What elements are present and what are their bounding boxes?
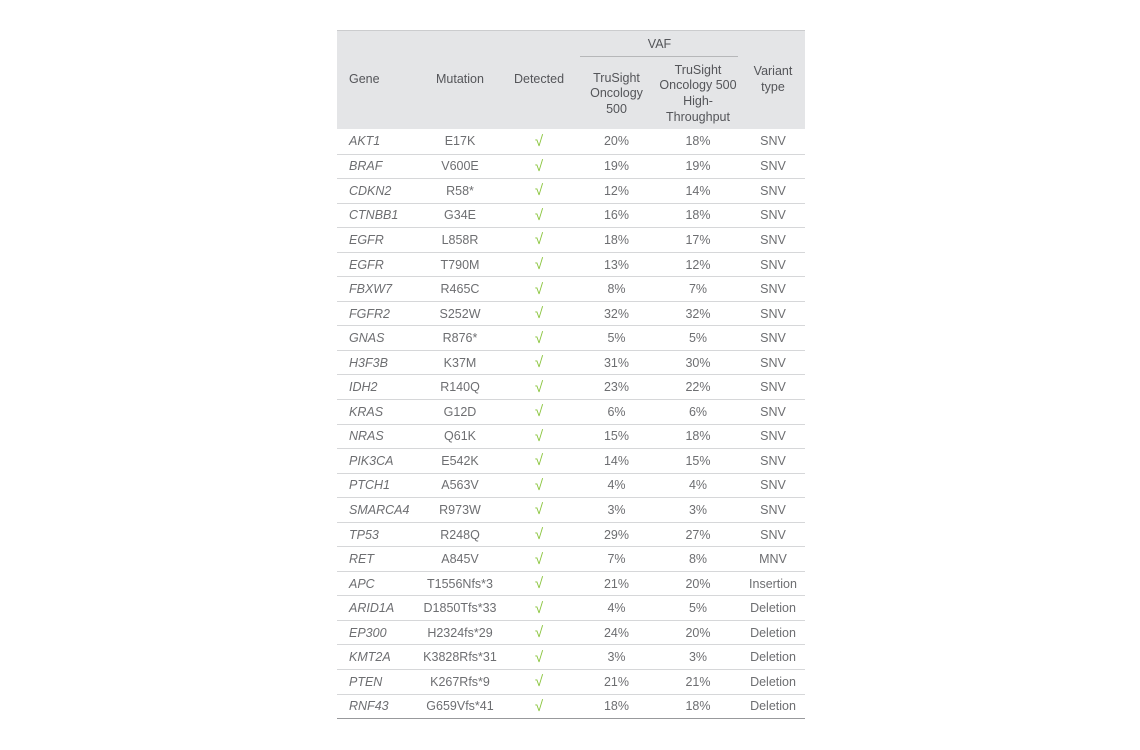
mutation-cell: H2324fs*29 [427,625,493,640]
gene-cell: IDH2 [349,380,378,395]
table-row [337,694,805,719]
vaf-tso500-cell: 32% [603,306,630,321]
vaf-tso500-cell: 3% [607,650,626,665]
vaf-tso500-ht-cell: 32% [685,306,711,321]
mutation-vaf-table [337,30,805,719]
detected-cell [500,601,578,616]
detected-cell [500,208,578,223]
table-row [337,227,805,252]
vaf-tso500-ht-cell: 21% [685,674,711,689]
header-detected: Detected [513,72,565,87]
variant-type-cell: SNV [760,208,786,223]
check-icon: √ [534,280,544,298]
mutation-cell: R248Q [440,527,480,542]
variant-type-cell: Insertion [749,576,797,591]
mutation-cell: D1850Tfs*33 [423,601,497,616]
detected-cell [500,306,578,321]
vaf-tso500-cell: 19% [603,159,630,174]
variant-type-cell: SNV [760,527,786,542]
detected-cell [500,282,578,297]
gene-cell: GNAS [349,331,385,346]
check-icon: √ [534,550,544,568]
detected-cell [500,650,578,665]
vaf-tso500-cell: 18% [603,699,630,714]
variant-type-cell: SNV [760,429,786,444]
detected-cell [500,429,578,444]
vaf-tso500-cell: 8% [607,282,626,297]
variant-type-cell: SNV [760,183,786,198]
detected-cell [500,183,578,198]
vaf-tso500-cell: 24% [603,625,630,640]
gene-cell: CTNBB1 [349,208,399,223]
variant-type-cell: SNV [760,380,786,395]
header-vaf-group [578,31,741,59]
vaf-tso500-cell: 4% [607,601,626,616]
vaf-tso500-cell: 18% [603,232,630,247]
variant-type-cell: SNV [760,404,786,419]
vaf-tso500-cell: 21% [603,576,630,591]
check-icon: √ [534,452,544,470]
vaf-tso500-ht-cell: 8% [688,552,708,567]
mutation-cell: R58* [446,183,474,198]
vaf-tso500-cell: 3% [607,502,626,517]
vaf-tso500-cell: 4% [607,478,626,493]
variant-type-cell: Deletion [750,601,796,616]
check-icon: √ [534,575,544,593]
gene-cell: EP300 [349,625,387,640]
gene-cell: PTCH1 [349,478,390,493]
vaf-tso500-cell: 16% [603,208,630,223]
gene-cell: APC [349,576,375,591]
table-row [337,424,805,449]
vaf-tso500-cell: 31% [603,355,630,370]
mutation-cell: E542K [441,453,479,468]
header-vaf-label: VAF [647,37,672,52]
mutation-cell: K3828Rfs*31 [423,650,497,665]
table-row [337,546,805,571]
table-row [337,448,805,473]
vaf-tso500-ht-cell: 5% [688,601,708,616]
table-row [337,620,805,645]
vaf-tso500-cell: 14% [603,453,630,468]
mutation-cell: K37M [443,355,477,370]
mutation-cell: R465C [440,282,480,297]
mutation-cell: E17K [444,134,476,149]
table-header [337,30,805,129]
vaf-tso500-ht-cell: 18% [685,699,711,714]
detected-cell [500,232,578,247]
mutation-cell: L858R [441,232,479,247]
vaf-tso500-ht-cell: 3% [688,650,708,665]
gene-cell: BRAF [349,159,383,174]
detected-cell [500,576,578,591]
vaf-tso500-ht-cell: 6% [688,404,708,419]
mutation-cell: R876* [442,331,478,346]
check-icon: √ [534,697,544,715]
table-row [337,399,805,424]
check-icon: √ [534,256,544,273]
gene-cell: FGFR2 [349,306,390,321]
vaf-tso500-ht-cell: 17% [685,232,711,247]
gene-cell: SMARCA4 [349,502,410,517]
gene-cell: PTEN [349,674,383,689]
mutation-cell: G12D [443,404,477,419]
mutation-cell: R973W [439,502,481,517]
vaf-tso500-cell: 15% [603,429,630,444]
variant-type-cell: SNV [760,282,786,297]
mutation-cell: Q61K [444,429,476,444]
check-icon: √ [534,354,544,372]
check-icon: √ [534,427,544,445]
detected-cell [500,380,578,395]
table-row [337,669,805,694]
detected-cell [500,257,578,272]
variant-type-cell: SNV [760,159,786,174]
vaf-tso500-ht-cell: 4% [688,478,708,493]
check-icon: √ [534,182,544,200]
vaf-tso500-ht-cell: 20% [685,576,711,591]
detected-cell [500,502,578,517]
mutation-cell: A563V [441,478,479,493]
table-row [337,203,805,228]
vaf-tso500-cell: 7% [607,552,626,567]
variant-type-cell: SNV [760,306,786,321]
gene-cell: TP53 [349,527,379,542]
gene-cell: KRAS [349,404,384,419]
detected-cell [500,527,578,542]
check-icon: √ [534,378,544,396]
table-row [337,595,805,620]
gene-cell: CDKN2 [349,183,392,198]
detected-cell [500,134,578,149]
vaf-tso500-ht-cell: 19% [685,159,711,174]
table-row [337,178,805,203]
check-icon: √ [534,599,544,617]
vaf-tso500-cell: 5% [607,331,626,346]
gene-cell: EGFR [349,257,384,272]
table-row [337,497,805,522]
vaf-tso500-cell: 20% [603,134,630,149]
table-row [337,473,805,498]
variant-type-cell: SNV [760,134,786,149]
vaf-tso500-cell: 12% [603,183,630,198]
variant-type-cell: SNV [760,232,786,247]
check-icon: √ [534,206,544,224]
vaf-tso500-ht-cell: 3% [688,502,708,517]
vaf-tso500-ht-cell: 22% [685,380,711,395]
vaf-tso500-cell: 6% [607,404,626,419]
vaf-tso500-ht-cell: 18% [685,429,711,444]
variant-type-cell: SNV [760,502,786,517]
variant-type-cell: Deletion [750,625,796,640]
check-icon: √ [534,648,544,666]
gene-cell: NRAS [349,429,384,444]
vaf-tso500-ht-cell: 20% [685,625,711,640]
mutation-cell: T790M [440,257,480,272]
variant-type-cell: MNV [759,552,787,567]
table-row [337,301,805,326]
table-row [337,644,805,669]
mutation-cell: G659Vfs*41 [426,699,494,714]
mutation-cell: R140Q [440,380,480,395]
table-row [337,350,805,375]
mutation-cell: T1556Nfs*3 [426,576,493,591]
vaf-tso500-ht-cell: 14% [685,183,711,198]
detected-cell [500,552,578,567]
detected-cell [500,355,578,370]
gene-cell: EGFR [349,232,384,247]
detected-cell [500,625,578,640]
table-row [337,154,805,179]
gene-cell: PIK3CA [349,453,394,468]
vaf-tso500-ht-cell: 18% [685,208,711,223]
check-icon: √ [534,329,544,347]
check-icon: √ [534,526,544,544]
variant-type-cell: SNV [760,478,786,493]
variant-type-cell: Deletion [750,650,796,665]
vaf-tso500-ht-cell: 27% [685,527,711,542]
gene-cell: AKT1 [349,134,381,149]
header-mutation: Mutation [436,72,484,87]
check-icon: √ [534,132,544,150]
detected-cell [500,331,578,346]
vaf-tso500-ht-cell: 5% [688,331,708,346]
vaf-tso500-cell: 13% [603,257,630,272]
vaf-tso500-ht-cell: 30% [685,355,711,370]
check-icon: √ [534,501,544,519]
detected-cell [500,699,578,714]
table-row [337,374,805,399]
table-row [337,252,805,277]
variant-type-cell: SNV [760,453,786,468]
check-icon: √ [534,673,544,691]
vaf-tso500-ht-cell: 12% [685,257,711,272]
header-tso500: TruSight Oncology 500 [590,70,643,116]
check-icon: √ [534,476,544,494]
gene-cell: KMT2A [349,650,391,665]
check-icon: √ [534,231,544,249]
table-row [337,571,805,596]
mutation-cell: A845V [441,552,479,567]
table-row [337,276,805,301]
vaf-tso500-cell: 23% [603,380,630,395]
variant-type-cell: SNV [760,331,786,346]
header-gene: Gene [349,72,380,87]
variant-type-cell: SNV [760,257,786,272]
table-body [337,129,805,719]
vaf-tso500-cell: 21% [603,674,630,689]
detected-cell [500,404,578,419]
table-row [337,325,805,350]
vaf-tso500-cell: 29% [603,527,630,542]
header-variant-type: Variant type [753,64,793,94]
check-icon: √ [534,157,544,175]
vaf-tso500-ht-cell: 15% [685,453,711,468]
table-row [337,522,805,547]
mutation-cell: V600E [441,159,479,174]
mutation-cell: G34E [444,208,476,223]
check-icon: √ [534,624,544,642]
detected-cell [500,674,578,689]
gene-cell: FBXW7 [349,282,393,297]
gene-cell: RET [349,552,374,567]
gene-cell: ARID1A [349,601,395,616]
mutation-cell: K267Rfs*9 [430,674,490,689]
check-icon: √ [534,305,544,323]
gene-cell: RNF43 [349,699,389,714]
gene-cell: H3F3B [349,355,388,370]
detected-cell [500,453,578,468]
detected-cell [500,478,578,493]
check-icon: √ [534,403,544,421]
vaf-group-underline [580,56,738,57]
variant-type-cell: SNV [760,355,786,370]
variant-type-cell: Deletion [750,674,796,689]
vaf-tso500-ht-cell: 18% [685,134,711,149]
variant-type-cell: Deletion [750,699,796,714]
detected-cell [500,159,578,174]
header-tso500-high-throughput: TruSight Oncology 500 High-Throughput [659,62,737,124]
mutation-cell: S252W [439,306,481,321]
vaf-tso500-ht-cell: 7% [688,282,708,297]
table-row [337,129,805,154]
